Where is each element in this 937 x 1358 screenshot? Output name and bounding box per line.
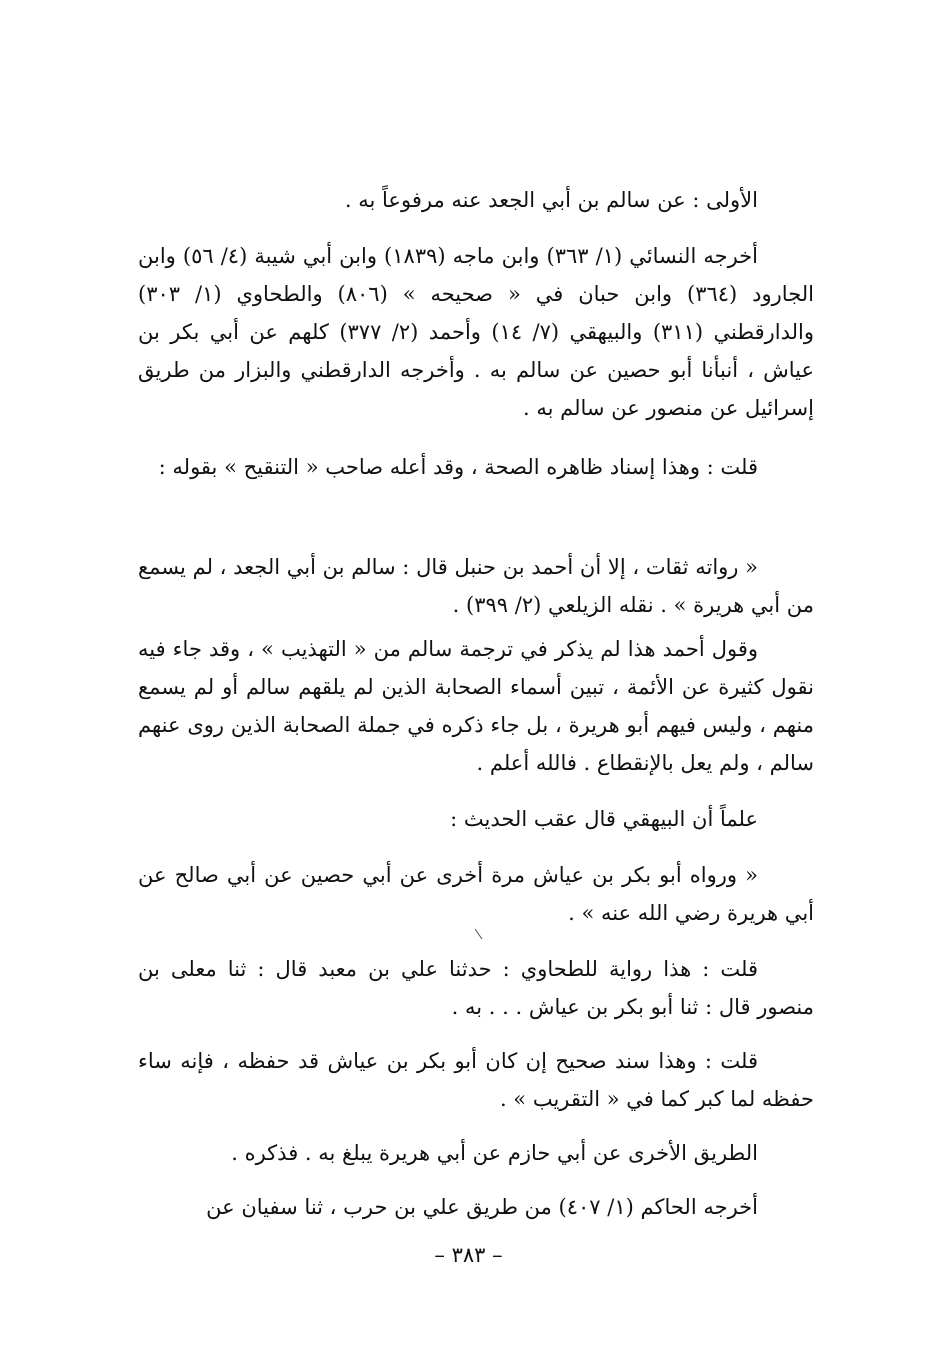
paragraph-first-route: الأولى : عن سالم بن أبي الجعد عنه مرفوعاً به . xyxy=(344,188,758,212)
paragraph-second-route: الطريق الأخرى عن أبي حازم عن أبي هريرة يبلغ به . فذكره . xyxy=(231,1141,758,1165)
paragraph-hakim-takhrij: أخرجه الحاكم (١/ ٤٠٧) من طريق علي بن حرب ، ثنا سفيان عن xyxy=(206,1195,758,1219)
paragraph-quote-tanqih: « رواته ثقات ، إلا أن أحمد بن حنبل قال : سالم بن أبي الجعد ، لم يسمع من أبي هريرة » . نقله الزيلعي (٢/ ٣٩٩) . xyxy=(138,555,814,617)
paragraph-sanad-comment: قلت : وهذا سند صحيح إن كان أبو بكر بن عياش قد حفظه ، فإنه ساء حفظه لما كبر كما في « التقريب » . xyxy=(138,1049,814,1111)
paragraph-bayhaqi-quote: « ورواه أبو بكر بن عياش مرة أخرى عن أبي حصين عن أبي صالح عن أبي هريرة رضي الله عنه » . xyxy=(138,863,814,925)
paragraph-bayhaqi-note: علماً أن البيهقي قال عقب الحديث : xyxy=(450,807,758,831)
paragraph-isnad-comment: قلت : وهذا إسناد ظاهره الصحة ، وقد أعله صاحب « التنقيح » بقوله : xyxy=(158,455,758,479)
paragraph-ahmad-comment: وقول أحمد هذا لم يذكر في ترجمة سالم من « التهذيب » ، وقد جاء فيه نقول كثيرة عن الأئمة ، تبين أسماء الصحابة الذين لم يلقهم سالم أو لم يسمع منهم ، وليس فيهم أبو هريرة ، بل جاء ذكره في جملة الصحابة الذين روى عنهم سالم ، ولم يعل بالإنقطاع . فالله أعلم . xyxy=(138,637,814,775)
page-number: – ٣٨٣ – xyxy=(434,1243,503,1267)
paragraph-tahawi-narration: قلت : هذا رواية للطحاوي : حدثنا علي بن معبد قال : ثنا معلى بن منصور قال : ثنا أبو بكر بن عياش . . . به . xyxy=(138,957,814,1019)
paragraph-takhrij: أخرجه النسائي (١/ ٣٦٣) وابن ماجه (١٨٣٩) وابن أبي شيبة (٤/ ٥٦) وابن الجارود (٣٦٤) وابن حبان في « صحيحه » (٨٠٦) والطحاوي (١/ ٣٠٣) والدارقطني (٣١١) والبيهقي (٧/ ١٤) وأحمد (٢/ ٣٧٧) كلهم عن أبي بكر بن عياش ، أنبأنا أبو حصين عن سالم به . وأخرجه الدارقطني والبزار من طريق إسرائيل عن منصور عن سالم به . xyxy=(138,244,814,420)
